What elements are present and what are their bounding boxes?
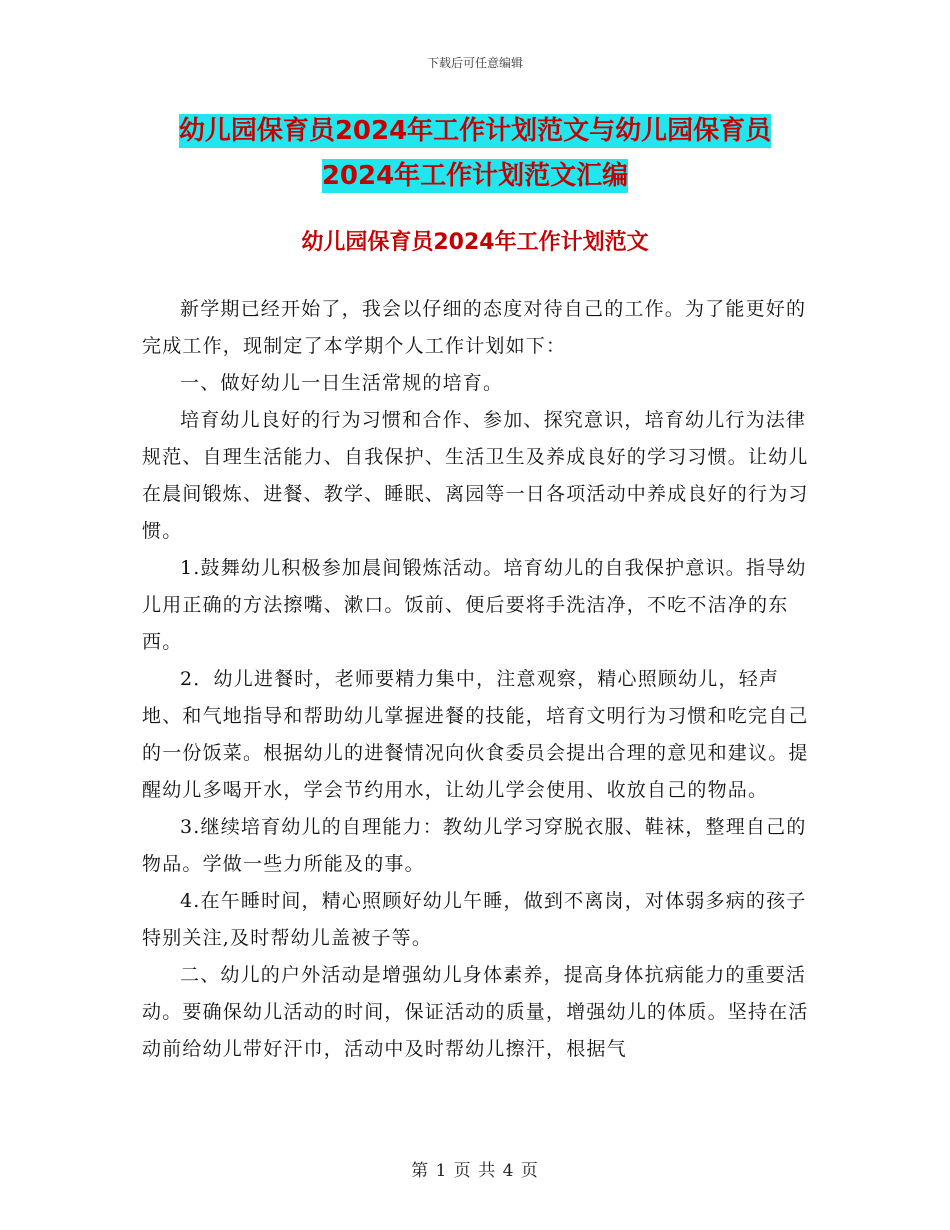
paragraph-item-3: 3.继续培育幼儿的自理能力：教幼儿学习穿脱衣服、鞋袜，整理自己的物品。学做一些力所能及的事。 (142, 816, 807, 875)
section-title: 幼儿园保育员2024年工作计划范文 (301, 230, 649, 255)
paragraph-heading-1: 一、做好幼儿一日生活常规的培育。 (180, 372, 504, 394)
title-highlight-1: 幼儿园保育员2024年工作计划范文与幼儿园保育员 (178, 116, 772, 146)
paragraph-heading-2: 二、幼儿的户外活动是增强幼儿身体素养，提高身体抗病能力的重要活动。要确保幼儿活动的时间，保证活动的质量，增强幼儿的体质。坚持在活动前给幼儿带好汗巾，活动中及时帮幼儿擦汗，根据气 (142, 964, 809, 1060)
paragraph-item-2: 2．幼儿进餐时，老师要精力集中，注意观察，精心照顾幼儿，轻声地、和气地指导和帮助幼儿掌握进餐的技能，培育文明行为习惯和吃完自己的一份饭菜。根据幼儿的进餐情况向伙食委员会提出合理的意见和建议。提醒幼儿多喝开水，学会节约用水，让幼儿学会使用、收放自己的物品。 (142, 668, 809, 801)
paragraph-item-4: 4.在午睡时间，精心照顾好幼儿午睡，做到不离岗，对体弱多病的孩子特别关注,及时帮幼儿盖被子等。 (142, 890, 807, 949)
page-number-footer: 第 1 页 共 4 页 (411, 1161, 539, 1181)
paragraph-item-1: 1.鼓舞幼儿积极参加晨间锻炼活动。培育幼儿的自我保护意识。指导幼儿用正确的方法擦嘴、漱口。饭前、便后要将手洗洁净，不吃不洁净的东西。 (142, 557, 807, 653)
document-title-line-1 (0, 110, 950, 147)
page-header-note: 下载后可任意编辑 (426, 56, 523, 70)
paragraph-intro: 新学期已经开始了，我会以仔细的态度对待自己的工作。为了能更好的完成工作，现制定了本学期个人工作计划如下： (142, 298, 807, 357)
paragraph-habits: 培育幼儿良好的行为习惯和合作、参加、探究意识，培育幼儿行为法律规范、自理生活能力、自我保护、生活卫生及养成良好的学习习惯。让幼儿在晨间锻炼、进餐、教学、睡眠、离园等一日各项活动中养成良好的行为习惯。 (142, 409, 809, 542)
document-body (142, 291, 810, 1068)
title-highlight-2: 2024年工作计划范文汇编 (321, 161, 629, 191)
document-title-line-2 (0, 155, 950, 192)
